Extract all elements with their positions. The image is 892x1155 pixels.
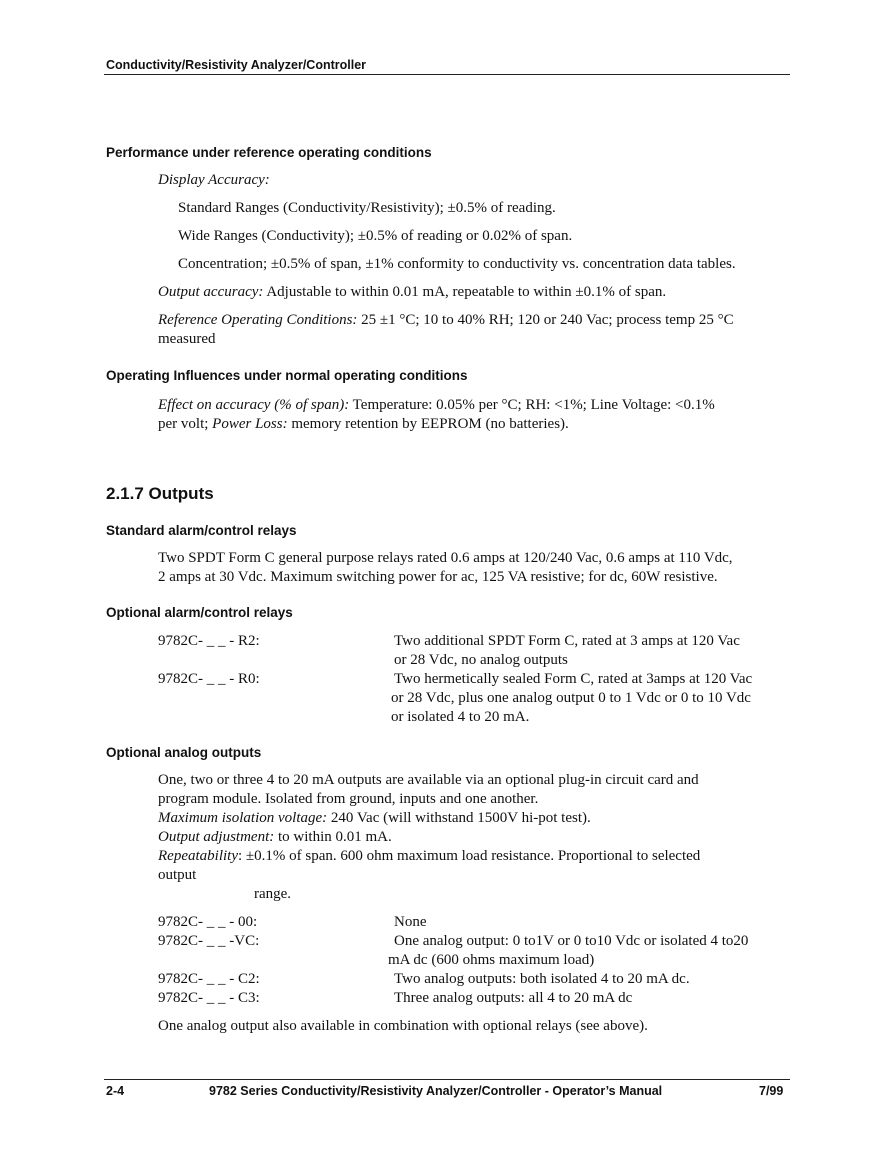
- effect-text: Temperature: 0.05% per °C; RH: <1%; Line Voltage: <0.1%: [349, 397, 715, 413]
- code-vc-desc: One analog output: 0 to1V or 0 to10 Vdc or isolated 4 to20: [394, 933, 749, 949]
- r0-desc-3: or isolated 4 to 20 mA.: [391, 709, 530, 725]
- code-c3-desc: Three analog outputs: all 4 to 20 mA dc: [394, 990, 633, 1006]
- standard-ranges-text: Standard Ranges (Conductivity/Resistivity); ±0.5% of reading.: [178, 200, 556, 216]
- header-rule: [104, 74, 790, 75]
- effect-line-2: [158, 415, 569, 434]
- r0-desc-2: or 28 Vdc, plus one analog output 0 to 1 Vdc or 0 to 10 Vdc: [391, 690, 751, 706]
- ref-conditions-text: 25 ±1 °C; 10 to 40% RH; 120 or 240 Vac; process temp 25 °C: [357, 312, 734, 328]
- influences-heading: Operating Influences under normal operating conditions: [106, 368, 468, 383]
- code-00-desc: None: [394, 914, 427, 930]
- analog-closing: One analog output also available in combination with optional relays (see above).: [158, 1018, 648, 1034]
- power-loss-label: Power Loss:: [212, 416, 288, 432]
- r0-desc-1: Two hermetically sealed Form C, rated at 3amps at 120 Vac: [394, 671, 753, 687]
- repeatability-line: [158, 847, 700, 866]
- footer-date: 7/99: [759, 1084, 784, 1098]
- adjustment-label: Output adjustment:: [158, 829, 275, 845]
- code-vc: 9782C- _ _ -VC:: [158, 933, 260, 949]
- effect-line-1: [158, 396, 715, 415]
- analog-line-2: program module. Isolated from ground, inputs and one another.: [158, 791, 539, 807]
- repeatability-label: Repeatability: [158, 848, 238, 864]
- code-c2: 9782C- _ _ - C2:: [158, 971, 260, 987]
- effect-text-2a: per volt;: [158, 416, 213, 432]
- isolation-line: [158, 809, 591, 828]
- adjustment-line: [158, 828, 392, 847]
- repeatability-line-3: range.: [254, 886, 292, 902]
- performance-heading: Performance under reference operating conditions: [106, 145, 432, 160]
- analog-line-1: One, two or three 4 to 20 mA outputs are available via an optional plug-in circuit card and: [158, 772, 699, 788]
- concentration-text: Concentration; ±0.5% of span, ±1% conformity to conductivity vs. concentration data tables.: [178, 256, 736, 272]
- output-accuracy-text: Adjustable to within 0.01 mA, repeatable to within ±0.1% of span.: [263, 284, 667, 300]
- code-c2-desc: Two analog outputs: both isolated 4 to 20 mA dc.: [394, 971, 690, 987]
- effect-label: Effect on accuracy (% of span):: [158, 397, 350, 413]
- display-accuracy-label: Display Accuracy:: [158, 172, 270, 188]
- optional-relays-heading: Optional alarm/control relays: [106, 605, 293, 620]
- wide-ranges-text: Wide Ranges (Conductivity); ±0.5% of reading or 0.02% of span.: [178, 228, 573, 244]
- section-title-outputs: 2.1.7 Outputs: [106, 484, 214, 503]
- output-accuracy-line: [158, 283, 666, 302]
- ref-conditions-line-2: measured: [158, 331, 216, 347]
- code-00: 9782C- _ _ - 00:: [158, 914, 258, 930]
- footer-manual-title: 9782 Series Conductivity/Resistivity Analyzer/Controller - Operator’s Manual: [209, 1084, 663, 1098]
- repeatability-text: : ±0.1% of span. 600 ohm maximum load resistance. Proportional to selected: [237, 848, 701, 864]
- r2-desc-2: or 28 Vdc, no analog outputs: [394, 652, 568, 668]
- footer-rule: [104, 1079, 790, 1080]
- repeatability-line-2: output: [158, 867, 197, 883]
- analog-heading: Optional analog outputs: [106, 745, 262, 760]
- code-c3: 9782C- _ _ - C3:: [158, 990, 260, 1006]
- adjustment-text: to within 0.01 mA.: [274, 829, 392, 845]
- standard-relays-heading: Standard alarm/control relays: [106, 523, 297, 538]
- r2-code: 9782C- _ _ - R2:: [158, 633, 260, 649]
- output-accuracy-label: Output accuracy:: [158, 284, 264, 300]
- code-vc-desc-2: mA dc (600 ohms maximum load): [388, 952, 595, 968]
- ref-conditions-label: Reference Operating Conditions:: [158, 312, 358, 328]
- ref-conditions-line: [158, 311, 734, 330]
- standard-relays-line-2: 2 amps at 30 Vdc. Maximum switching power for ac, 125 VA resistive; for dc, 60W resistive.: [158, 569, 718, 585]
- running-header-title: Conductivity/Resistivity Analyzer/Controller: [106, 58, 367, 72]
- effect-text-2b: memory retention by EEPROM (no batteries).: [287, 416, 569, 432]
- r0-code: 9782C- _ _ - R0:: [158, 671, 260, 687]
- isolation-label: Maximum isolation voltage:: [158, 810, 328, 826]
- footer-page-number: 2-4: [106, 1084, 125, 1098]
- isolation-text: 240 Vac (will withstand 1500V hi-pot test).: [327, 810, 591, 826]
- r2-desc-1: Two additional SPDT Form C, rated at 3 amps at 120 Vac: [394, 633, 740, 649]
- standard-relays-line-1: Two SPDT Form C general purpose relays rated 0.6 amps at 120/240 Vac, 0.6 amps at 110 Vdc,: [158, 550, 733, 566]
